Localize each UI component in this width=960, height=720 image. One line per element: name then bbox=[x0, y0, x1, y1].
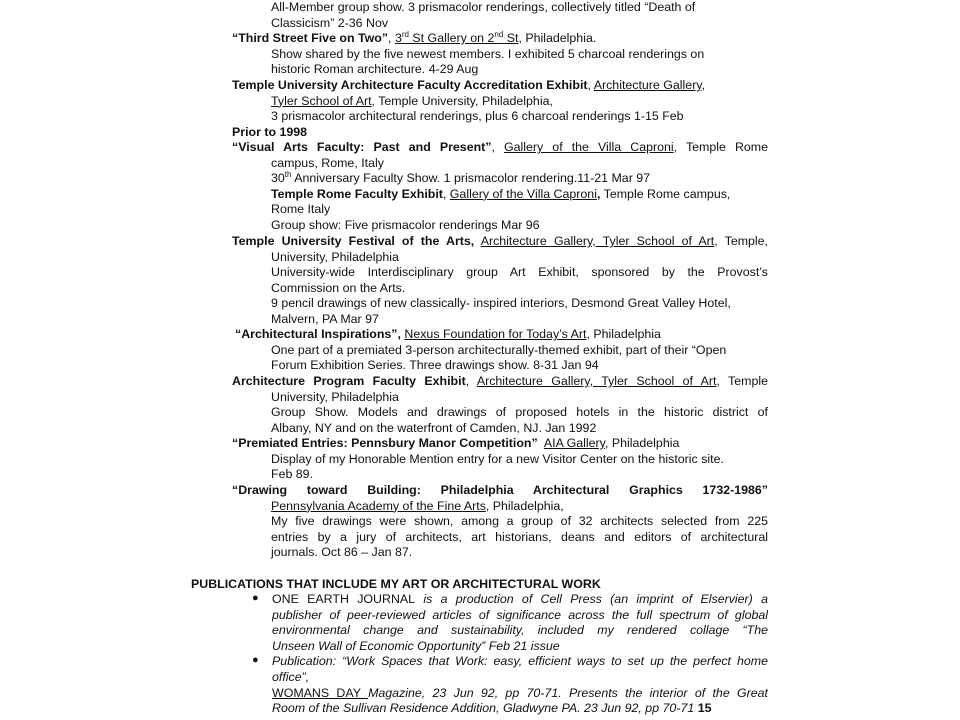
exhibit-title: Temple University Festival of the Arts, bbox=[232, 234, 475, 248]
entry-line: University-wide Interdisciplinary group Art Exhibit, sponsored by the Provost’s bbox=[271, 265, 768, 280]
entry-heading-line: Temple University Architecture Faculty Accreditation Exhibit, Architecture Gallery, bbox=[232, 78, 706, 92]
entry-line: Tyler School of Art, Temple University, Philadelphia, bbox=[271, 93, 553, 108]
entry-line: Pennsylvania Academy of the Fine Arts, Philadelphia, bbox=[271, 498, 564, 513]
entry-line: office”, bbox=[272, 669, 310, 684]
entry-line: Group Show. Models and drawings of proposed hotels in the historic district of bbox=[271, 405, 768, 420]
entry-line: Show shared by the five newest members. I exhibited 5 charcoal renderings on bbox=[271, 46, 705, 61]
publications-heading: PUBLICATIONS THAT INCLUDE MY ART OR ARCHITECTURAL WORK bbox=[191, 577, 601, 591]
entry-heading-line: “Architectural Inspirations”, Nexus Foundation for Today’s Art, Philadelphia bbox=[235, 327, 661, 341]
venue-name: Architecture Gallery, Tyler School of Art bbox=[480, 234, 715, 248]
entry-line: entries by a jury of architects, art historians, deans and editors of architectural bbox=[271, 529, 768, 544]
exhibit-title: Temple University Architecture Faculty Accreditation Exhibit bbox=[232, 78, 588, 92]
entry-line: University, Philadelphia bbox=[271, 389, 399, 404]
exhibit-title: Temple Rome Faculty Exhibit bbox=[271, 186, 443, 201]
exhibit-entry-festival-of-arts bbox=[232, 234, 768, 328]
entry-line: WOMANS DAY Magazine, 23 Jun 92, pp 70-71. Presents the interior of the Great bbox=[272, 685, 768, 700]
entry-line: 30th Anniversary Faculty Show. 1 prismacolor rendering.11-21 Mar 97 bbox=[271, 171, 651, 186]
bullet-icon: ● bbox=[252, 592, 259, 604]
entry-line: journals. Oct 86 – Jan 87. bbox=[271, 545, 413, 560]
entry-line: Albany, NY and on the waterfront of Camden, NJ. Jan 1992 bbox=[271, 420, 597, 435]
entry-line: historic Roman architecture. 4-29 Aug bbox=[271, 62, 479, 77]
exhibit-entry-visual-arts-faculty bbox=[232, 140, 768, 234]
entry-line: Display of my Honorable Mention entry for a new Visitor Center on the historic site. bbox=[271, 451, 724, 466]
exhibit-title: “Visual Arts Faculty: Past and Present” bbox=[232, 140, 492, 154]
entry-line: Feb 89. bbox=[271, 467, 314, 482]
publications-list bbox=[252, 592, 768, 717]
exhibit-title: “Architectural Inspirations”, bbox=[235, 327, 401, 341]
venue-name: Architecture Gallery bbox=[593, 78, 702, 92]
exhibit-title: “Premiated Entries: Pennsbury Manor Competition” bbox=[232, 436, 538, 450]
entry-line: ONE EARTH JOURNAL is a production of Cell Press (an imprint of Elservier) a bbox=[272, 592, 768, 606]
exhibit-entry-classicism bbox=[232, 0, 768, 31]
entry-line: Malvern, PA Mar 97 bbox=[271, 311, 379, 326]
entry-heading-line: “Third Street Five on Two”, 3rd St Gallery on 2nd St, Philadelphia. bbox=[232, 31, 597, 45]
exhibit-title: “Third Street Five on Two” bbox=[232, 31, 389, 45]
entry-line: Rome Italy bbox=[271, 202, 331, 217]
journal-name: ONE EARTH JOURNAL bbox=[272, 592, 416, 606]
venue-name: 3rd St Gallery on 2nd St bbox=[394, 31, 519, 45]
bullet-icon: ● bbox=[252, 654, 259, 667]
list-item bbox=[252, 592, 768, 654]
entry-line: Room of the Sullivan Residence Addition, Gladwyne PA. 23 Jun 92, pp 70-71 15 bbox=[272, 701, 712, 716]
entry-line: campus, Rome, Italy bbox=[271, 155, 384, 170]
entry-line: environmental change and sustainability, included my rendered collage “The bbox=[272, 623, 768, 638]
exhibit-entry-drawing-toward-building bbox=[232, 483, 768, 561]
entry-line: Classicism” 2-36 Nov bbox=[271, 15, 389, 30]
entry-line: One part of a premiated 3-person architecturally-themed exhibit, part of their “Open bbox=[271, 342, 727, 357]
entry-heading-line: Architecture Program Faculty Exhibit, Architecture Gallery, Tyler School of Art, Temple bbox=[232, 374, 768, 388]
entry-line: My five drawings were shown, among a group of 32 architects selected from 225 bbox=[271, 514, 768, 529]
entry-line: 9 pencil drawings of new classically- inspired interiors, Desmond Great Valley Hotel, bbox=[271, 296, 731, 311]
exhibit-entry-architectural-inspirations bbox=[235, 327, 768, 374]
exhibit-entry-program-faculty bbox=[232, 374, 768, 436]
prior-heading: Prior to 1998 bbox=[232, 125, 308, 139]
exhibit-entry-third-street bbox=[232, 31, 768, 78]
exhibit-title: “Drawing toward Building: Philadelphia Architectural Graphics 1732-1986” bbox=[232, 483, 768, 497]
venue-name: Gallery of the Villa Caproni bbox=[449, 186, 597, 201]
exhibit-entry-pennsbury-manor bbox=[232, 436, 768, 483]
entry-line: Forum Exhibition Series. Three drawings show. 8-31 Jan 94 bbox=[271, 358, 599, 373]
entry-line: Publication: “Work Spaces that Work: easy, efficient ways to set up the perfect home bbox=[272, 654, 768, 669]
venue-name: Tyler School of Art bbox=[271, 93, 372, 108]
venue-name: Nexus Foundation for Today’s Art bbox=[404, 327, 587, 341]
venue-name: AIA Gallery bbox=[543, 436, 605, 450]
entry-line: publisher of peer-reviewed articles of significance across the full spectrum of global bbox=[272, 607, 768, 622]
entry-line: Group show: Five prismacolor renderings Mar 96 bbox=[271, 217, 540, 232]
entry-line: University, Philadelphia bbox=[271, 249, 399, 264]
entry-line: All-Member group show. 3 prismacolor renderings, collectively titled “Death of bbox=[271, 0, 696, 14]
exhibit-entry-accreditation bbox=[232, 78, 768, 125]
entry-heading-line: “Premiated Entries: Pennsbury Manor Competition” AIA Gallery, Philadelphia bbox=[232, 436, 680, 450]
entry-line: Unseen Wall of Economic Opportunity” Feb 21 issue bbox=[272, 638, 560, 653]
entry-heading-line: “Visual Arts Faculty: Past and Present”, Gallery of the Villa Caproni, Temple Rome bbox=[232, 140, 768, 154]
entry-line: 3 prismacolor architectural renderings, plus 6 charcoal renderings 1-15 Feb bbox=[271, 109, 684, 124]
list-item bbox=[252, 654, 768, 716]
entry-line: Commission on the Arts. bbox=[271, 280, 406, 295]
venue-name: Gallery of the Villa Caproni bbox=[504, 140, 674, 154]
magazine-name: WOMANS DAY bbox=[272, 685, 369, 700]
exhibit-title: Architecture Program Faculty Exhibit bbox=[232, 374, 466, 388]
section-subheading bbox=[232, 125, 768, 141]
page-number: 15 bbox=[697, 701, 712, 716]
venue-name: Architecture Gallery, Tyler School of Art bbox=[476, 374, 717, 388]
entry-heading-line: Temple University Festival of the Arts, Architecture Gallery, Tyler School of Art, Temple, bbox=[232, 234, 768, 248]
entry-line: Temple Rome Faculty Exhibit, Gallery of the Villa Caproni, Temple Rome campus, bbox=[271, 186, 731, 201]
venue-name: Pennsylvania Academy of the Fine Arts bbox=[271, 498, 486, 513]
